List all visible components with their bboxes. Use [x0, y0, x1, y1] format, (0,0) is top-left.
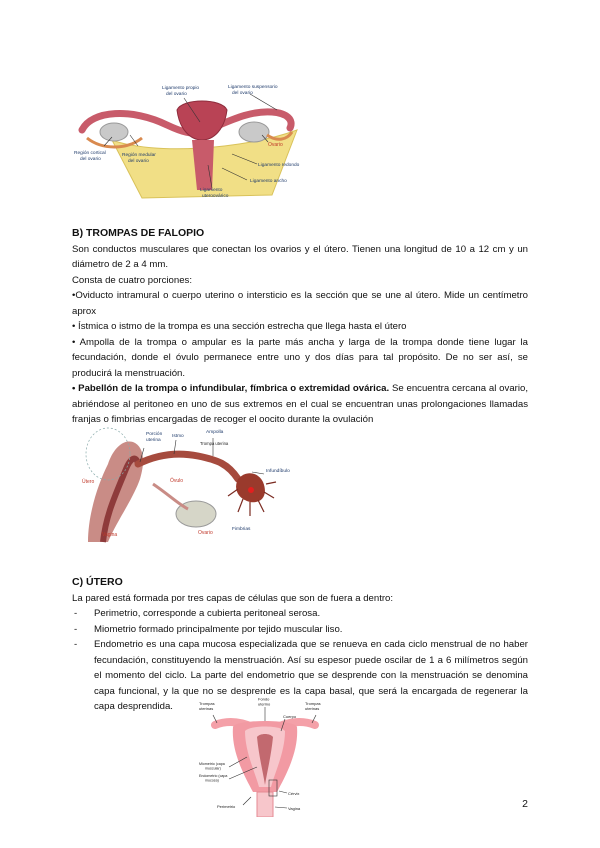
fig1-label-region-cortical-1: Región cortical — [74, 151, 106, 156]
section-b-paragraph-5: • Ampolla de la trompa o ampular es la parte más ancha y larga de la trompa donde tiene lugar la fecundación, donde el óvulo permanece entre uno y dos días para tal propósito. De no ser así, se producirá la menstruación. — [72, 336, 528, 379]
fig3-label-endometrio-1: Endometrio (capa — [199, 774, 228, 778]
figure3-illustration — [213, 707, 316, 817]
section-b-paragraph-6-bold: • Pabellón de la trompa o infundibular, fímbrica o extremidad ovárica. — [72, 383, 390, 394]
fig3-label-cuerpo: Cuerpo — [283, 714, 297, 719]
fig1-label-ligamento-uteroovarico-1: Ligamento — [200, 188, 223, 193]
fig1-label-ligamento-propio-2: del ovario — [166, 92, 187, 97]
fig1-label-ovario: Ovario — [268, 142, 283, 148]
fig2-label-porcion-uterina-2: uterina — [146, 438, 161, 443]
fig1-label-ligamento-ancho: Ligamento ancho — [250, 179, 287, 184]
section-b-paragraph-1: Son conductos musculares que conectan los ovarios y el útero. Tienen una longitud de 10 a 12 cm y un diámetro de 2 a 4 mm. — [72, 243, 528, 270]
section-b-paragraph-3: •Oviducto intramural o cuerpo uterino o intersticio es la sección que se une al útero. Mide un centímetro aprox — [72, 290, 528, 317]
list-item: - Endometrio es una capa mucosa especializada que se renueva en cada ciclo menstrual de no haber fecundación, constituyendo la menstruación. Así su espesor puede oscilar de 1 a 6 milímetros según el momento del ciclo. La parte del endometrio que se desprende con la menstruación se denomina capa funcional, y la que no se desprende es la capa basal, que será la encargada de regenerar la capa desprendida. — [72, 637, 528, 715]
fig2-label-ovario: Ovario — [198, 530, 213, 536]
fig3-label-miometrio-2: muscular) — [205, 766, 221, 771]
fig1-label-ligamento-suspensorio-1: Ligamento suspensorio — [228, 85, 278, 90]
fig2-label-utero: Útero — [82, 479, 95, 485]
fig2-label-porcion-uterina-1: Porción — [146, 432, 163, 437]
fig3-label-trompas-der-1: Trompas — [305, 701, 321, 706]
fig2-label-fimbrias: Fimbrias — [232, 527, 251, 532]
fig1-label-ligamento-propio-1: Ligamento propio — [162, 86, 200, 91]
fallopian-tube-figure — [78, 424, 292, 544]
fig3-label-vagina: Vagina — [288, 806, 301, 811]
fig2-label-trompa-uterina: Trompa uterina — [200, 441, 229, 446]
fig2-label-ovulo: Óvulo — [170, 478, 184, 484]
fig3-label-fondo-uterino-1: Fondo — [258, 697, 270, 702]
fig1-label-ligamento-suspensorio-2: del ovario — [232, 91, 253, 96]
fig2-label-vagina: Vagina — [102, 532, 118, 538]
fig3-label-fondo-uterino-2: uterino — [258, 701, 271, 707]
fig1-label-region-cortical-2: del ovario — [80, 157, 101, 162]
fig3-label-endometrio-2: mucosa) — [205, 778, 219, 783]
fig3-label-trompas-izq-1: Trompas — [199, 701, 215, 706]
fig1-label-ligamento-redondo: Ligamento redondo — [258, 163, 300, 168]
figure2-illustration — [86, 428, 276, 542]
section-trompas — [72, 226, 528, 428]
section-b-paragraph-4: • Ístmica o istmo de la trompa es una sección estrecha que llega hasta el útero — [72, 321, 407, 332]
fig3-label-trompas-izq-2: uterinas — [199, 706, 214, 711]
fig3-label-miometrio-1: Miometrio (capa — [199, 762, 225, 766]
section-b-title: B) TROMPAS DE FALOPIO — [72, 227, 205, 239]
fig3-label-trompas-der-2: uterinas — [305, 706, 320, 711]
uterus-figure — [195, 697, 335, 817]
list-item: - Miometrio formado principalmente por tejido muscular liso. — [72, 622, 528, 638]
section-c-intro: La pared está formada por tres capas de células que son de fuera a dentro: — [72, 592, 394, 604]
fig3-label-cervix: Cérvix — [288, 791, 300, 796]
fig3-label-perimetrio: Perimetrio — [217, 804, 236, 809]
ovary-ligaments-figure — [72, 80, 322, 206]
section-c-title: C) ÚTERO — [72, 576, 123, 588]
fig1-label-ligamento-uteroovarico-2: uteroovárico — [202, 194, 229, 199]
fig2-label-ampolla: Ampolla — [206, 430, 224, 435]
page-number: 2 — [522, 798, 528, 810]
fig1-label-region-medular-1: Región medular — [122, 153, 156, 158]
section-b-paragraph-6-rest: Se encuentra cercana al ovario, abriéndose al peritoneo en uno de sus extremos en el cual se encuentran unas prolongaciones llamadas franjas o fimbrias encargadas de recoger el oocito durante la ovulación — [72, 383, 528, 425]
section-b-paragraph-2: Consta de cuatro porciones: — [72, 274, 192, 286]
section-utero — [72, 575, 528, 715]
fig2-label-infundibulo: Infundíbulo — [266, 469, 290, 474]
fig1-label-region-medular-2: del ovario — [128, 159, 149, 164]
list-item: - Perimetrio, corresponde a cubierta peritoneal serosa. — [72, 606, 528, 622]
fig2-label-istmo: Istmo — [172, 434, 184, 439]
section-b-paragraph-6 — [72, 381, 528, 428]
